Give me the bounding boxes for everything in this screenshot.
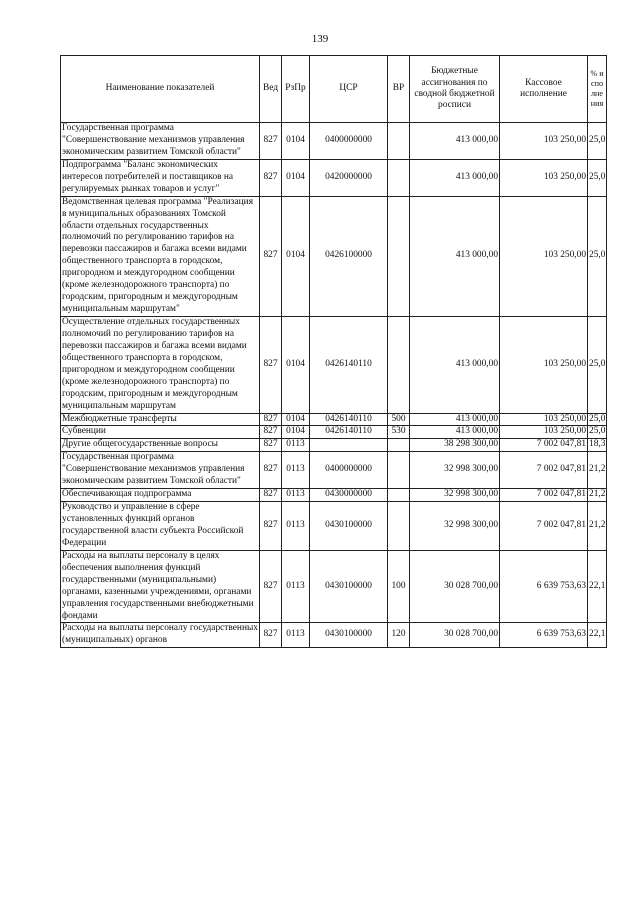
table-row <box>61 413 607 426</box>
row-ved: 827 <box>260 623 282 648</box>
row-percent: 21,2 <box>588 452 607 489</box>
budget-table <box>60 55 607 648</box>
table-row <box>61 159 607 196</box>
table-row <box>61 426 607 439</box>
row-ved: 827 <box>260 159 282 196</box>
header-name: Наименование показателей <box>61 56 260 123</box>
table-row <box>61 452 607 489</box>
row-percent: 18,3 <box>588 439 607 452</box>
row-csr: 0426100000 <box>310 196 388 316</box>
row-cash-execution: 7 002 047,81 <box>500 502 588 551</box>
row-assignment: 30 028 700,00 <box>410 550 500 623</box>
row-name: Расходы на выплаты персоналу в целях обеспечения выполнения функций государственными (муниципальными) органами, казенными учреждениями, органами управления государственными внебюджетными фондами <box>61 550 260 623</box>
row-name: Государственная программа "Совершенствование механизмов управления экономическим развитием Томской области" <box>61 452 260 489</box>
header-assignments: Бюджетные ассигнования по сводной бюджетной росписи <box>410 56 500 123</box>
row-csr: 0426140110 <box>310 413 388 426</box>
row-cash-execution: 6 639 753,63 <box>500 623 588 648</box>
table-body <box>61 123 607 648</box>
table-row <box>61 550 607 623</box>
row-name: Подпрограмма "Баланс экономических интересов потребителей и поставщиков на регулируемых рынках товаров и услуг" <box>61 159 260 196</box>
table-row <box>61 317 607 414</box>
row-rzpr: 0104 <box>282 413 310 426</box>
row-vr: 100 <box>388 550 410 623</box>
row-name: Межбюджетные трансферты <box>61 413 260 426</box>
header-csr: ЦСР <box>310 56 388 123</box>
row-ved: 827 <box>260 123 282 160</box>
row-cash-execution: 103 250,00 <box>500 413 588 426</box>
row-name: Обеспечивающая подпрограмма <box>61 489 260 502</box>
row-percent: 22,1 <box>588 623 607 648</box>
table-row <box>61 623 607 648</box>
row-cash-execution: 7 002 047,81 <box>500 489 588 502</box>
row-rzpr: 0113 <box>282 452 310 489</box>
row-assignment: 32 998 300,00 <box>410 452 500 489</box>
table-row <box>61 123 607 160</box>
row-ved: 827 <box>260 317 282 414</box>
row-assignment: 413 000,00 <box>410 426 500 439</box>
header-ved: Вед <box>260 56 282 123</box>
row-rzpr: 0104 <box>282 159 310 196</box>
row-percent: 25,0 <box>588 426 607 439</box>
header-cash-execution: Кассовое исполнение <box>500 56 588 123</box>
row-csr <box>310 439 388 452</box>
row-vr <box>388 196 410 316</box>
table-row <box>61 439 607 452</box>
row-cash-execution: 103 250,00 <box>500 317 588 414</box>
row-ved: 827 <box>260 452 282 489</box>
row-cash-execution: 103 250,00 <box>500 159 588 196</box>
row-name: Расходы на выплаты персоналу государственных (муниципальных) органов <box>61 623 260 648</box>
row-name: Руководство и управление в сфере установленных функций органов государственной власти субъекта Российской Федерации <box>61 502 260 551</box>
row-name: Субвенции <box>61 426 260 439</box>
row-ved: 827 <box>260 426 282 439</box>
row-name: Ведомственная целевая программа "Реализация в муниципальных образованиях Томской области отдельных государственных полномочий по регулированию тарифов на перевозки пассажиров и багажа всеми видами общественного транспорта в городском, пригородном и междугородном сообщении (кроме железнодорожного транспорта) по городским, пригородным и междугородным муниципальным маршрутам" <box>61 196 260 316</box>
row-vr: 530 <box>388 426 410 439</box>
row-percent: 25,0 <box>588 159 607 196</box>
row-name: Государственная программа "Совершенствование механизмов управления экономическим развитием Томской области" <box>61 123 260 160</box>
row-csr: 0430100000 <box>310 623 388 648</box>
row-percent: 25,0 <box>588 413 607 426</box>
row-assignment: 38 298 300,00 <box>410 439 500 452</box>
row-ved: 827 <box>260 439 282 452</box>
row-rzpr: 0104 <box>282 426 310 439</box>
row-percent: 22,1 <box>588 550 607 623</box>
row-assignment: 413 000,00 <box>410 159 500 196</box>
row-csr: 0400000000 <box>310 123 388 160</box>
row-name: Осуществление отдельных государственных полномочий по регулированию тарифов на перевозки пассажиров и багажа всеми видами общественного транспорта в городском, пригородном и междугородном сообщении (кроме железнодорожного транспорта) по городским, пригородным и междугородным муниципальным маршрутам <box>61 317 260 414</box>
row-percent: 25,0 <box>588 317 607 414</box>
row-vr <box>388 452 410 489</box>
row-rzpr: 0113 <box>282 623 310 648</box>
row-vr <box>388 159 410 196</box>
row-rzpr: 0104 <box>282 317 310 414</box>
row-cash-execution: 6 639 753,63 <box>500 550 588 623</box>
table-row <box>61 489 607 502</box>
row-rzpr: 0104 <box>282 123 310 160</box>
header-row <box>61 56 607 123</box>
row-csr: 0430000000 <box>310 489 388 502</box>
table-row <box>61 196 607 316</box>
row-vr: 500 <box>388 413 410 426</box>
row-cash-execution: 103 250,00 <box>500 426 588 439</box>
row-vr <box>388 439 410 452</box>
row-csr: 0400000000 <box>310 452 388 489</box>
row-vr: 120 <box>388 623 410 648</box>
row-rzpr: 0113 <box>282 550 310 623</box>
row-vr <box>388 502 410 551</box>
row-percent: 21,2 <box>588 489 607 502</box>
row-cash-execution: 7 002 047,81 <box>500 452 588 489</box>
row-rzpr: 0113 <box>282 439 310 452</box>
row-ved: 827 <box>260 489 282 502</box>
row-csr: 0426140110 <box>310 317 388 414</box>
row-vr <box>388 123 410 160</box>
row-cash-execution: 103 250,00 <box>500 123 588 160</box>
row-percent: 25,0 <box>588 123 607 160</box>
row-vr <box>388 489 410 502</box>
header-rzpr: РзПр <box>282 56 310 123</box>
row-assignment: 413 000,00 <box>410 317 500 414</box>
row-csr: 0426140110 <box>310 426 388 439</box>
header-percent: % исполнения <box>588 56 607 123</box>
table-row <box>61 502 607 551</box>
row-csr: 0420000000 <box>310 159 388 196</box>
header-vr: ВР <box>388 56 410 123</box>
row-percent: 21,2 <box>588 502 607 551</box>
row-csr: 0430100000 <box>310 502 388 551</box>
row-rzpr: 0104 <box>282 196 310 316</box>
row-vr <box>388 317 410 414</box>
row-csr: 0430100000 <box>310 550 388 623</box>
row-assignment: 30 028 700,00 <box>410 623 500 648</box>
row-name: Другие общегосударственные вопросы <box>61 439 260 452</box>
row-cash-execution: 7 002 047,81 <box>500 439 588 452</box>
row-ved: 827 <box>260 413 282 426</box>
row-assignment: 32 998 300,00 <box>410 502 500 551</box>
row-percent: 25,0 <box>588 196 607 316</box>
row-ved: 827 <box>260 550 282 623</box>
row-assignment: 32 998 300,00 <box>410 489 500 502</box>
row-ved: 827 <box>260 502 282 551</box>
row-assignment: 413 000,00 <box>410 196 500 316</box>
row-assignment: 413 000,00 <box>410 413 500 426</box>
row-assignment: 413 000,00 <box>410 123 500 160</box>
row-rzpr: 0113 <box>282 489 310 502</box>
page-number: 139 <box>311 33 329 45</box>
row-ved: 827 <box>260 196 282 316</box>
row-rzpr: 0113 <box>282 502 310 551</box>
row-cash-execution: 103 250,00 <box>500 196 588 316</box>
